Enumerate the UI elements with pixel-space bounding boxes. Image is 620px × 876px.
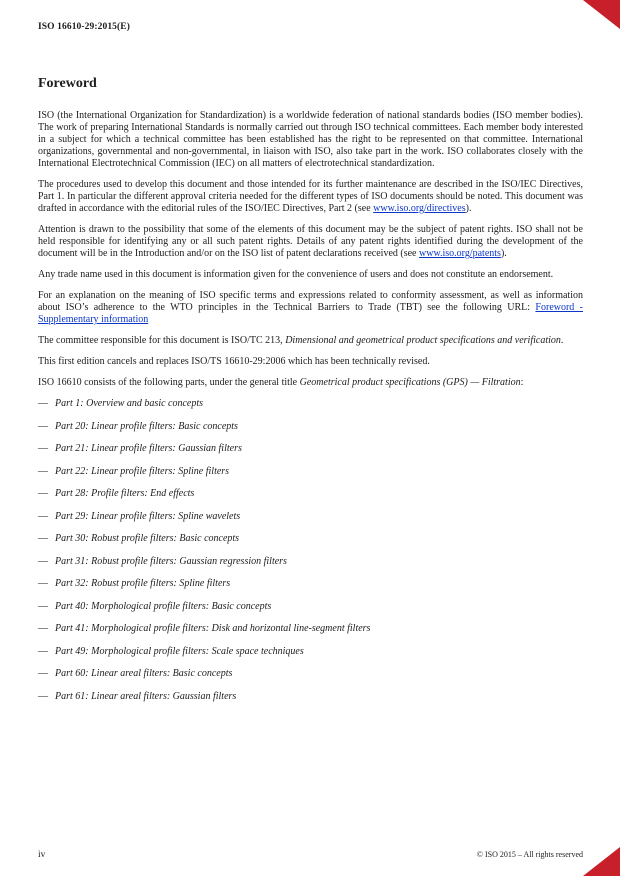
part-title: Part 30: Robust profile filters: Basic concepts (55, 533, 240, 544)
list-dash: — (38, 555, 48, 567)
parts-list-item (38, 421, 583, 433)
section-title-foreword: Foreword (38, 76, 97, 91)
part-title: Part 32: Robust profile filters: Spline filters (55, 578, 231, 589)
parts-list-item (38, 578, 583, 590)
link-iso-patents[interactable]: www.iso.org/patents (419, 248, 501, 259)
document-reference: ISO 16610-29:2015(E) (38, 22, 130, 32)
list-dash: — (38, 398, 48, 409)
parts-list-item (38, 398, 583, 410)
text-run: ISO (the International Organization for Standardization) is a worldwide federation of national standards bodies (ISO member bodies). The work of preparing International Standards is normally carried out through ISO technical committees. Each member body interested in a subject for which a technical committee has been established has the right to be represented on that committee. International organizations, governmental and non-governmental, in liaison with ISO, also take part in the work. ISO collaborates closely with the International Electrotechnical Commission (IEC) on all matters of electrotechnical standardization. (38, 110, 583, 169)
text-run: Attention is drawn to the possibility that some of the elements of this document may be the subject of patent rights. ISO shall not be held responsible for identifying any or all such patent rights. Details of any patent rights identified during the development of the document will be in the Introduction and/or on the ISO list of patent declarations received (see (38, 224, 583, 259)
copyright-notice: © ISO 2015 – All rights reserved (476, 850, 583, 859)
parts-list-item (38, 691, 583, 703)
link-foreword-supplementary-information[interactable]: Foreword - Supplementary information (38, 302, 583, 325)
parts-list-item (38, 556, 583, 568)
page-number: iv (38, 850, 46, 860)
paragraph (38, 290, 583, 326)
text-run: The procedures used to develop this document and those intended for its further maintenance are described in the ISO/IEC Directives, Part 1. In particular the different approval criteria needed for the different types of ISO documents should be noted. This document was drafted in accordance with the editorial rules of the ISO/IEC Directives, Part 2 (see (38, 179, 583, 214)
page-content (38, 0, 583, 713)
part-title: Part 61: Linear areal filters: Gaussian filters (55, 690, 237, 702)
part-title: Part 41: Morphological profile filters: Disk and horizontal line-segment filters (55, 623, 371, 634)
part-title: Part 29: Linear profile filters: Spline wavelets (55, 510, 241, 522)
part-title: Part 1: Overview and basic concepts (55, 398, 204, 409)
red-corner-mark-bottom-right (583, 847, 620, 876)
text-run: ). (465, 203, 472, 214)
text-run: : (520, 377, 524, 388)
text-run: This first edition cancels and replaces ISO/TS 16610-29:2006 which has been technically revised. (38, 356, 430, 367)
paragraph (38, 110, 583, 170)
text-run: Any trade name used in this document is information given for the convenience of users and does not constitute an endorsement. (38, 269, 554, 280)
part-title: Part 49: Morphological profile filters: Scale space techniques (55, 645, 304, 657)
list-dash: — (38, 465, 48, 477)
part-title: Part 20: Linear profile filters: Basic concepts (55, 420, 238, 432)
parts-list-item (38, 668, 583, 680)
text-run: . (560, 335, 564, 346)
part-title: Part 21: Linear profile filters: Gaussian filters (55, 443, 242, 454)
text-run: For an explanation on the meaning of ISO specific terms and expressions related to conformity assessment, as well as information about ISO’s adherence to the WTO principles in the Technical Barriers to Trade (TBT) see the following URL: (38, 290, 583, 313)
italic-text: Dimensional and geometrical product specifications and verification (285, 335, 561, 346)
parts-list-item (38, 646, 583, 658)
part-title: Part 31: Robust profile filters: Gaussian regression filters (55, 555, 287, 567)
list-dash: — (38, 420, 48, 432)
part-title: Part 22: Linear profile filters: Spline filters (55, 465, 230, 477)
parts-list-item (38, 623, 583, 635)
parts-list-item (38, 466, 583, 478)
parts-list-item (38, 601, 583, 613)
paragraph (38, 269, 583, 281)
text-run: ISO 16610 consists of the following parts, under the general title (38, 377, 300, 388)
list-dash: — (38, 443, 48, 454)
paragraph (38, 356, 583, 368)
paragraph (38, 335, 583, 347)
list-dash: — (38, 578, 48, 589)
list-dash: — (38, 645, 48, 657)
text-run: The committee responsible for this document is ISO/TC 213, (38, 335, 286, 346)
link-iso-directives[interactable]: www.iso.org/directives (373, 203, 466, 214)
list-dash: — (38, 488, 48, 499)
list-dash: — (38, 510, 48, 522)
red-corner-mark-top-right (583, 0, 620, 29)
italic-text: Geometrical product specifications (GPS) — Filtration (299, 377, 521, 388)
parts-list-item (38, 488, 583, 500)
paragraph (38, 377, 583, 389)
part-title: Part 40: Morphological profile filters: Basic concepts (55, 600, 272, 612)
list-dash: — (38, 668, 48, 679)
list-dash: — (38, 600, 48, 612)
paragraph (38, 224, 583, 260)
page-footer (38, 850, 583, 860)
parts-list (38, 398, 583, 703)
list-dash: — (38, 533, 48, 544)
parts-list-item (38, 443, 583, 455)
list-dash: — (38, 690, 48, 702)
part-title: Part 28: Profile filters: End effects (55, 488, 195, 499)
text-run: ). (500, 248, 507, 259)
parts-list-item (38, 533, 583, 545)
parts-list-item (38, 511, 583, 523)
paragraph (38, 179, 583, 215)
part-title: Part 60: Linear areal filters: Basic concepts (55, 668, 233, 679)
list-dash: — (38, 623, 48, 634)
